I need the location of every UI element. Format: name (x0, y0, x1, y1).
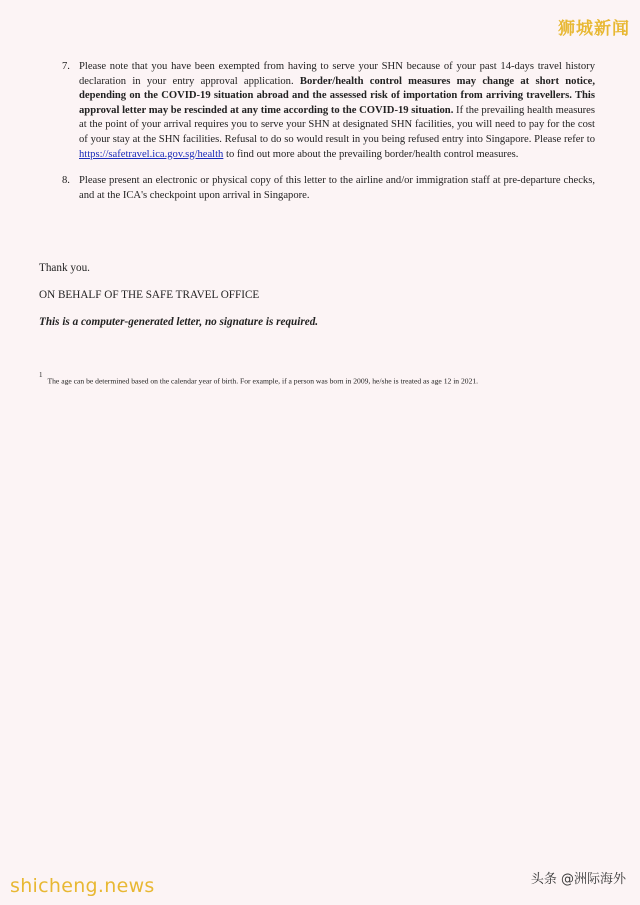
computer-generated-note: This is a computer-generated letter, no signature is required. (39, 316, 319, 328)
watermark-bottom-left: shicheng.news (10, 875, 155, 897)
on-behalf-text: ON BEHALF OF THE SAFE TRAVEL OFFICE (39, 289, 260, 301)
footnote-text: The age can be determined based on the calendar year of birth. For example, if a person was born in 2009, he/she is treated as age 12 in 2021. (47, 376, 479, 386)
numbered-list (60, 60, 595, 215)
item-text-part2: If the prevailing health measures at the point of your arrival requires you to serve your SHN at designated SHN facilities, you will need to pay for the cost of your stay at the SHN facilities. Refusal to do so would result in you being refused entry into Singapore. Please refer to (79, 104, 595, 145)
item-number: 7. (62, 61, 70, 72)
thank-you-text: Thank you. (39, 262, 90, 274)
safetravel-link[interactable]: https://safetravel.ica.gov.sg/health (79, 148, 224, 160)
item-text-part1: Please note that you have been exempted from having to serve your SHN because of your past 14-days travel history declaration in your entry approval application. (79, 61, 595, 87)
watermark-top: 狮城新闻 (558, 19, 630, 39)
footnote-marker: 1 (39, 371, 43, 379)
item-text: Please present an electronic or physical copy of this letter to the airline and/or immigration staff at pre-departure checks, and at the ICA's checkpoint upon arrival in Singapore. (79, 175, 595, 201)
item-number: 8. (62, 175, 70, 187)
item-text-bold: Border/health control measures may change at short notice, depending on the COVID-19 situation abroad and the assessed risk of importation from arriving travellers. This approval letter may be rescinded at any time according to the COVID-19 situation. (79, 75, 595, 116)
list-item-7 (60, 60, 595, 162)
watermark-bottom-right: 头条 @洲际海外 (530, 872, 626, 887)
list-item-8 (60, 174, 595, 203)
item-text-part3: to find out more about the prevailing border/health control measures. (223, 148, 519, 160)
footnote (39, 371, 599, 386)
